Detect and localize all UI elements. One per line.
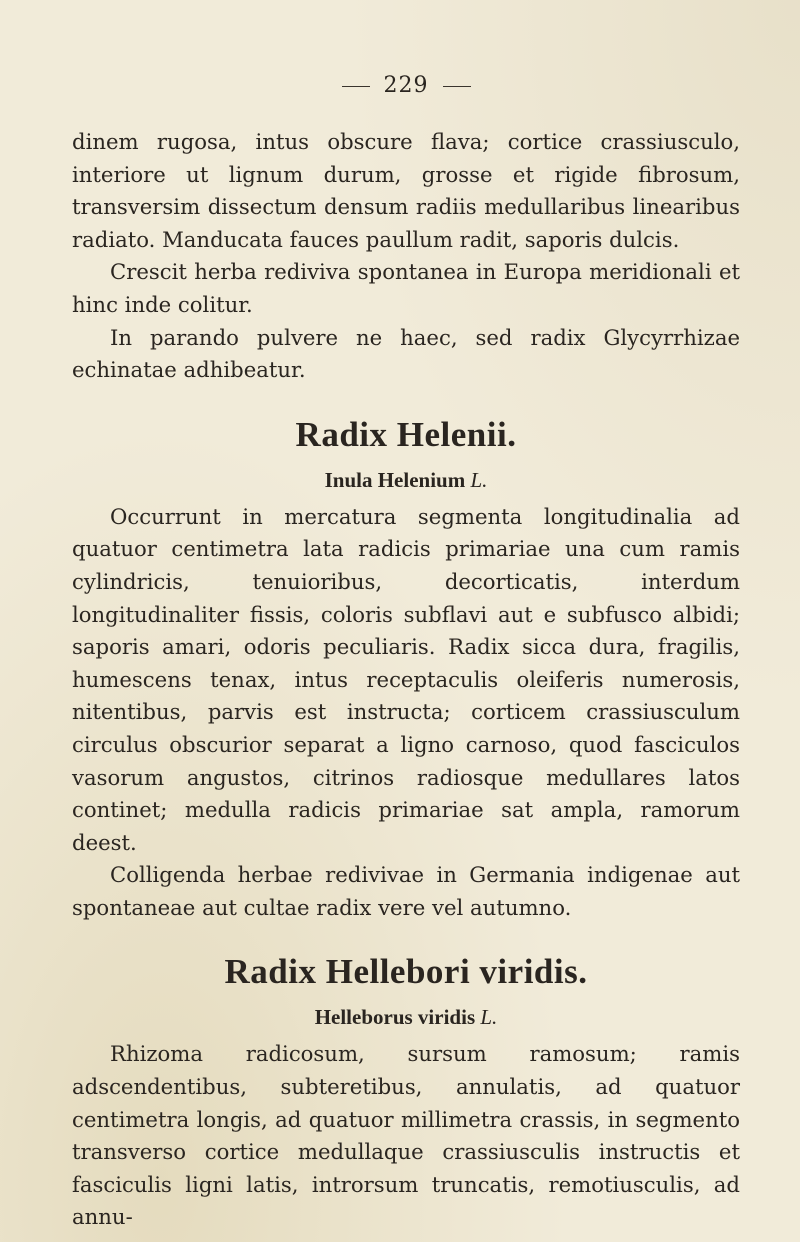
- section-subtitle-helenii: [72, 463, 740, 497]
- intro-paragraph-1: dinem rugosa, intus obscure flava; cortice crassiusculo, interiore ut lignum durum, grosse et rigide fibrosum, transversim dissectum densum radiis medullaribus linearibus radiato. Manducata fauces paullum radit, saporis dulcis.: [72, 129, 740, 252]
- section-subtitle-hellebori: [72, 1000, 740, 1034]
- section-title-helenii: Radix Helenii.: [295, 414, 517, 454]
- author-abbr: L.: [480, 1005, 498, 1030]
- hellebori-paragraph-1: Rhizoma radicosum, sursum ramosum; ramis adscendentibus, subteretibus, annulatis, ad quatuor centimetra longis, ad quatuor millimetra crassis, in segmento transverso cortice medullaque crassiusculis instructis et fasciculis ligni latis, introrsum truncatis, remotiusculis, ad annu-: [72, 1041, 740, 1230]
- plant-name: Helleborus viridis: [314, 1005, 476, 1030]
- author-abbr: L.: [470, 467, 488, 492]
- intro-paragraph-2: Crescit herba rediviva spontanea in Europa meridionali et hinc inde colitur.: [72, 259, 740, 317]
- helenii-paragraph-2: Colligenda herbae redivivae in Germania indigenae aut spontaneae aut cultae radix vere vel autumno.: [72, 862, 740, 920]
- plant-name: Inula Helenium: [324, 467, 466, 492]
- helenii-paragraph-1: Occurrunt in mercatura segmenta longitudinalia ad quatuor centimetra lata radicis primariae una cum ramis cylindricis, tenuioribus, decorticatis, interdum longitudinaliter fissis, coloris subflavi aut e subfusco albidi; saporis amari, odoris peculiaris. Radix sicca dura, fragilis, humescens tenax, intus receptaculis oleiferis numerosis, nitentibus, parvis est instructa; corticem crassiusculum circulus obscurior separat a ligno carnoso, quod fasciculos vasorum angustos, citrinos radiosque medullares latos continet; medulla radicis primariae sat ampla, ramorum deest.: [72, 503, 740, 855]
- dash-left: [342, 86, 370, 87]
- intro-paragraph-3: In parando pulvere ne haec, sed radix Glycyrrhizae echinatae adhibeatur.: [72, 324, 740, 383]
- page-header: [72, 68, 740, 104]
- page-number: 229: [383, 73, 429, 98]
- dash-right: [443, 86, 471, 87]
- book-page: [72, 68, 740, 1234]
- section-title-hellebori: Radix Hellebori viridis.: [224, 952, 588, 992]
